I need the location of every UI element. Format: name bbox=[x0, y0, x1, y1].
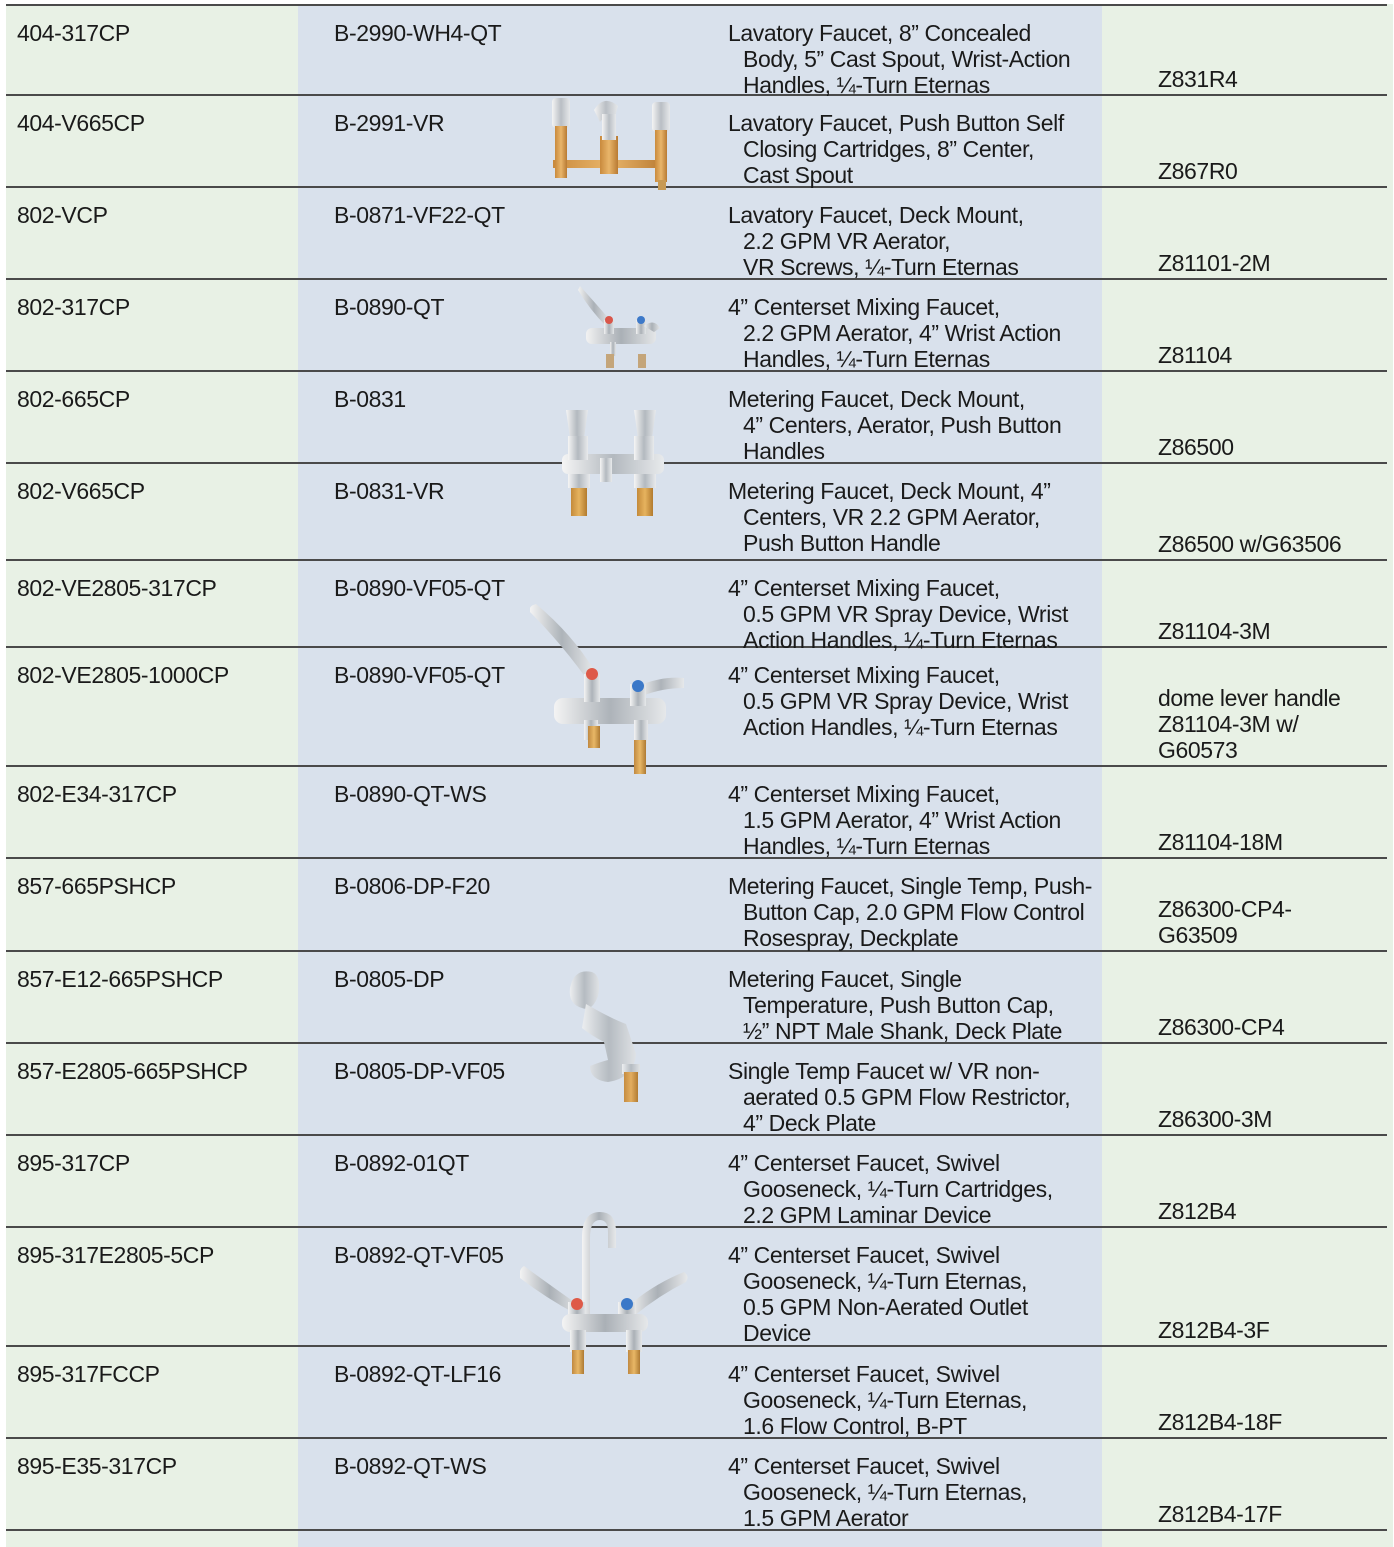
description-line: Gooseneck, ¼-Turn Eternas, bbox=[743, 1268, 1028, 1294]
model-number: 802-VE2805-1000CP bbox=[17, 662, 229, 688]
part-number: B-0871-VF22-QT bbox=[334, 202, 505, 228]
reference-line: dome lever handle bbox=[1158, 685, 1341, 711]
description-line: 4” Centerset Mixing Faucet, bbox=[728, 662, 1000, 688]
product-description bbox=[728, 662, 1068, 740]
part-number: B-0805-DP bbox=[334, 966, 445, 992]
model-number: 802-317CP bbox=[17, 294, 130, 320]
concealed-lavatory-faucet-image bbox=[548, 92, 673, 192]
gooseneck-centerset-faucet-image bbox=[520, 1208, 690, 1380]
part-number: B-0892-QT-WS bbox=[334, 1453, 487, 1479]
part-number: B-0890-VF05-QT bbox=[334, 575, 505, 601]
table-row bbox=[6, 280, 1387, 372]
part-number: B-0805-DP-VF05 bbox=[334, 1058, 505, 1084]
product-description bbox=[728, 575, 1068, 653]
reference-number bbox=[1158, 66, 1237, 92]
description-line: Action Handles, ¼-Turn Eternas bbox=[743, 627, 1058, 653]
reference-line: Z867R0 bbox=[1158, 158, 1238, 184]
description-line: Action Handles, ¼-Turn Eternas bbox=[743, 714, 1058, 740]
part-number: B-2990-WH4-QT bbox=[334, 20, 502, 46]
description-line: 2.2 GPM Aerator, 4” Wrist Action bbox=[743, 320, 1061, 346]
table-row bbox=[6, 188, 1387, 280]
description-line: 4” Centerset Mixing Faucet, bbox=[728, 294, 1000, 320]
reference-number bbox=[1158, 829, 1283, 855]
model-number: 895-317FCCP bbox=[17, 1361, 160, 1387]
product-description bbox=[728, 110, 1064, 188]
product-description bbox=[728, 1361, 1027, 1439]
part-number: B-0892-01QT bbox=[334, 1150, 469, 1176]
reference-line: Z86500 w/G63506 bbox=[1158, 531, 1342, 557]
description-line: Body, 5” Cast Spout, Wrist-Action bbox=[743, 46, 1071, 72]
model-number: 802-665CP bbox=[17, 386, 130, 412]
table-row bbox=[6, 1136, 1387, 1228]
description-line: 1.5 GPM Aerator bbox=[743, 1505, 909, 1531]
description-line: Metering Faucet, Single bbox=[728, 966, 962, 992]
part-number: B-0892-QT-VF05 bbox=[334, 1242, 504, 1268]
model-number: 404-317CP bbox=[17, 20, 130, 46]
product-description bbox=[728, 1242, 1028, 1346]
push-button-metering-faucet-image bbox=[558, 408, 674, 520]
product-description bbox=[728, 478, 1051, 556]
product-description bbox=[728, 20, 1070, 98]
description-line: Handles bbox=[743, 438, 825, 464]
reference-line: Z86300-3M bbox=[1158, 1106, 1273, 1132]
description-line: 4” Centerset Mixing Faucet, bbox=[728, 781, 1000, 807]
model-number: 404-V665CP bbox=[17, 110, 145, 136]
description-line: aerated 0.5 GPM Flow Restrictor, bbox=[743, 1084, 1071, 1110]
description-line: Lavatory Faucet, Push Button Self bbox=[728, 110, 1064, 136]
reference-line: Z81104 bbox=[1158, 342, 1232, 368]
reference-line: Z812B4-18F bbox=[1158, 1409, 1282, 1435]
product-description bbox=[728, 873, 1092, 951]
description-line: Metering Faucet, Single Temp, Push- bbox=[728, 873, 1092, 899]
description-line: 4” Centerset Faucet, Swivel bbox=[728, 1150, 1000, 1176]
description-line: 0.5 GPM VR Spray Device, Wrist bbox=[743, 688, 1068, 714]
description-line: Metering Faucet, Deck Mount, bbox=[728, 386, 1025, 412]
faucet-cross-reference-table bbox=[6, 4, 1387, 1531]
description-line: Device bbox=[743, 1320, 811, 1346]
table-row bbox=[6, 1044, 1387, 1136]
part-number: B-0890-QT bbox=[334, 294, 445, 320]
description-line: Button Cap, 2.0 GPM Flow Control bbox=[743, 899, 1085, 925]
reference-number bbox=[1158, 1106, 1272, 1132]
description-line: 1.6 Flow Control, B-PT bbox=[743, 1413, 967, 1439]
model-number: 802-VE2805-317CP bbox=[17, 575, 217, 601]
reference-number bbox=[1158, 342, 1232, 368]
table-row bbox=[6, 648, 1387, 767]
description-line: 2.2 GPM VR Aerator, bbox=[743, 228, 951, 254]
description-line: 4” Centers, Aerator, Push Button bbox=[743, 412, 1062, 438]
description-line: VR Screws, ¼-Turn Eternas bbox=[743, 254, 1019, 280]
description-line: Rosespray, Deckplate bbox=[743, 925, 959, 951]
description-line: Push Button Handle bbox=[743, 530, 941, 556]
model-number: 895-317CP bbox=[17, 1150, 130, 1176]
reference-line: Z86300-CP4- bbox=[1158, 896, 1292, 922]
table-row bbox=[6, 464, 1387, 561]
reference-number bbox=[1158, 158, 1237, 184]
description-line: Lavatory Faucet, Deck Mount, bbox=[728, 202, 1024, 228]
model-number: 857-E2805-665PSHCP bbox=[17, 1058, 248, 1084]
description-line: Single Temp Faucet w/ VR non- bbox=[728, 1058, 1040, 1084]
reference-number bbox=[1158, 1501, 1282, 1527]
reference-line: Z81104-18M bbox=[1158, 829, 1283, 855]
description-line: Gooseneck, ¼-Turn Eternas, bbox=[743, 1479, 1028, 1505]
wrist-handle-centerset-faucet-small-image bbox=[578, 282, 673, 374]
table-row bbox=[6, 1228, 1387, 1347]
reference-line: Z831R4 bbox=[1158, 66, 1238, 92]
reference-number bbox=[1158, 896, 1292, 948]
model-number: 857-E12-665PSHCP bbox=[17, 966, 223, 992]
reference-line: Z812B4-17F bbox=[1158, 1501, 1282, 1527]
model-number: 802-VCP bbox=[17, 202, 108, 228]
product-description bbox=[728, 781, 1061, 859]
part-number: B-0831 bbox=[334, 386, 406, 412]
reference-line: G63509 bbox=[1158, 922, 1238, 948]
table-row bbox=[6, 1439, 1387, 1531]
reference-line: G60573 bbox=[1158, 737, 1238, 763]
reference-number bbox=[1158, 1409, 1282, 1435]
description-line: 4” Deck Plate bbox=[743, 1110, 876, 1136]
description-line: ½” NPT Male Shank, Deck Plate bbox=[743, 1018, 1063, 1044]
description-line: Handles, ¼-Turn Eternas bbox=[743, 833, 990, 859]
product-description bbox=[728, 386, 1061, 464]
reference-number bbox=[1158, 1317, 1269, 1343]
part-number: B-2991-VR bbox=[334, 110, 445, 136]
description-line: Centers, VR 2.2 GPM Aerator, bbox=[743, 504, 1040, 530]
model-number: 857-665PSHCP bbox=[17, 873, 176, 899]
description-line: Gooseneck, ¼-Turn Cartridges, bbox=[743, 1176, 1053, 1202]
reference-number bbox=[1158, 618, 1270, 644]
table-row bbox=[6, 561, 1387, 653]
description-line: 0.5 GPM VR Spray Device, Wrist bbox=[743, 601, 1068, 627]
description-line: 4” Centerset Mixing Faucet, bbox=[728, 575, 1000, 601]
description-line: Lavatory Faucet, 8” Concealed bbox=[728, 20, 1031, 46]
product-description bbox=[728, 1150, 1053, 1228]
product-description bbox=[728, 294, 1061, 372]
part-number: B-0890-VF05-QT bbox=[334, 662, 505, 688]
reference-number bbox=[1158, 685, 1340, 763]
description-line: Temperature, Push Button Cap, bbox=[743, 992, 1054, 1018]
part-number: B-0890-QT-WS bbox=[334, 781, 487, 807]
description-line: 4” Centerset Faucet, Swivel bbox=[728, 1242, 1000, 1268]
model-number: 895-317E2805-5CP bbox=[17, 1242, 214, 1268]
model-number: 802-E34-317CP bbox=[17, 781, 177, 807]
description-line: Cast Spout bbox=[743, 162, 853, 188]
reference-line: Z81104-3M bbox=[1158, 618, 1271, 644]
reference-number bbox=[1158, 1198, 1236, 1224]
wrist-blade-centerset-faucet-image bbox=[530, 602, 690, 774]
product-description bbox=[728, 966, 1062, 1044]
table-row bbox=[6, 859, 1387, 952]
description-line: Closing Cartridges, 8” Center, bbox=[743, 136, 1034, 162]
reference-number bbox=[1158, 531, 1341, 557]
description-line: Handles, ¼-Turn Eternas bbox=[743, 72, 990, 98]
description-line: 0.5 GPM Non-Aerated Outlet bbox=[743, 1294, 1028, 1320]
table-row bbox=[6, 1347, 1387, 1439]
model-number: 895-E35-317CP bbox=[17, 1453, 177, 1479]
reference-number bbox=[1158, 434, 1234, 460]
table-row bbox=[6, 4, 1387, 96]
description-line: 4” Centerset Faucet, Swivel bbox=[728, 1453, 1000, 1479]
product-description bbox=[728, 1058, 1070, 1136]
reference-line: Z86500 bbox=[1158, 434, 1234, 460]
reference-number bbox=[1158, 250, 1270, 276]
reference-line: Z81104-3M w/ bbox=[1158, 711, 1299, 737]
product-description bbox=[728, 1453, 1027, 1531]
description-line: Gooseneck, ¼-Turn Eternas, bbox=[743, 1387, 1028, 1413]
reference-line: Z812B4 bbox=[1158, 1198, 1237, 1224]
reference-line: Z86300-CP4 bbox=[1158, 1014, 1285, 1040]
part-number: B-0806-DP-F20 bbox=[334, 873, 490, 899]
description-line: Metering Faucet, Deck Mount, 4” bbox=[728, 478, 1051, 504]
product-description bbox=[728, 202, 1024, 280]
reference-number bbox=[1158, 1014, 1284, 1040]
description-line: Handles, ¼-Turn Eternas bbox=[743, 346, 990, 372]
table-row bbox=[6, 952, 1387, 1044]
single-temp-metering-faucet-image bbox=[566, 968, 658, 1104]
part-number: B-0892-QT-LF16 bbox=[334, 1361, 501, 1387]
description-line: 1.5 GPM Aerator, 4” Wrist Action bbox=[743, 807, 1061, 833]
table-row bbox=[6, 372, 1387, 464]
reference-line: Z81101-2M bbox=[1158, 250, 1271, 276]
table-row bbox=[6, 96, 1387, 188]
reference-line: Z812B4-3F bbox=[1158, 1317, 1270, 1343]
part-number: B-0831-VR bbox=[334, 478, 445, 504]
model-number: 802-V665CP bbox=[17, 478, 145, 504]
description-line: 4” Centerset Faucet, Swivel bbox=[728, 1361, 1000, 1387]
description-line: 2.2 GPM Laminar Device bbox=[743, 1202, 992, 1228]
table-row bbox=[6, 767, 1387, 859]
